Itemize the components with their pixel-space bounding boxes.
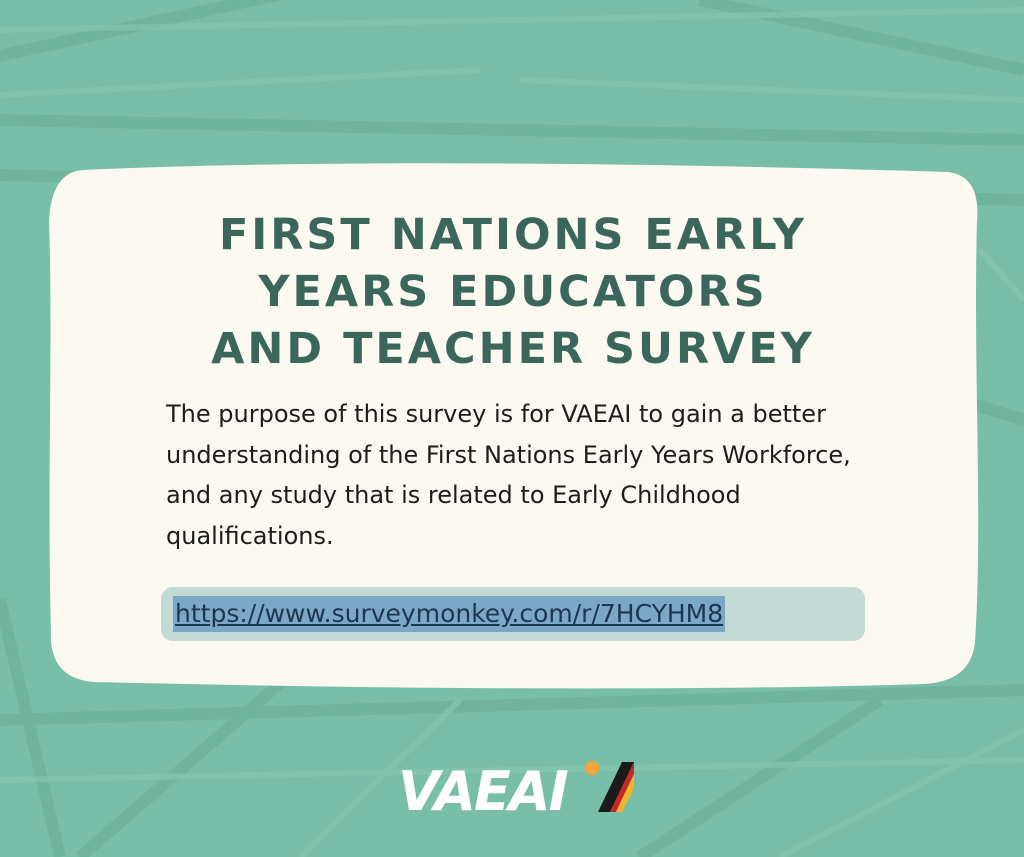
survey-link[interactable]: https://www.surveymonkey.com/r/7HCYHM8	[173, 596, 725, 632]
logo-text: VAEAI	[398, 760, 567, 818]
logo-dot-icon	[585, 761, 599, 775]
survey-card	[43, 162, 983, 690]
survey-link-box	[161, 587, 865, 641]
vaeai-logo	[398, 758, 634, 818]
survey-description: The purpose of this survey is for VAEAI to gain a better understanding of the First Nations Early Years Workforce, and any study that is related to Early Childhood qualifications.	[166, 400, 851, 550]
survey-title: FIRST NATIONS EARLY YEARS EDUCATORS AND TEACHER SURVEY	[211, 210, 815, 374]
